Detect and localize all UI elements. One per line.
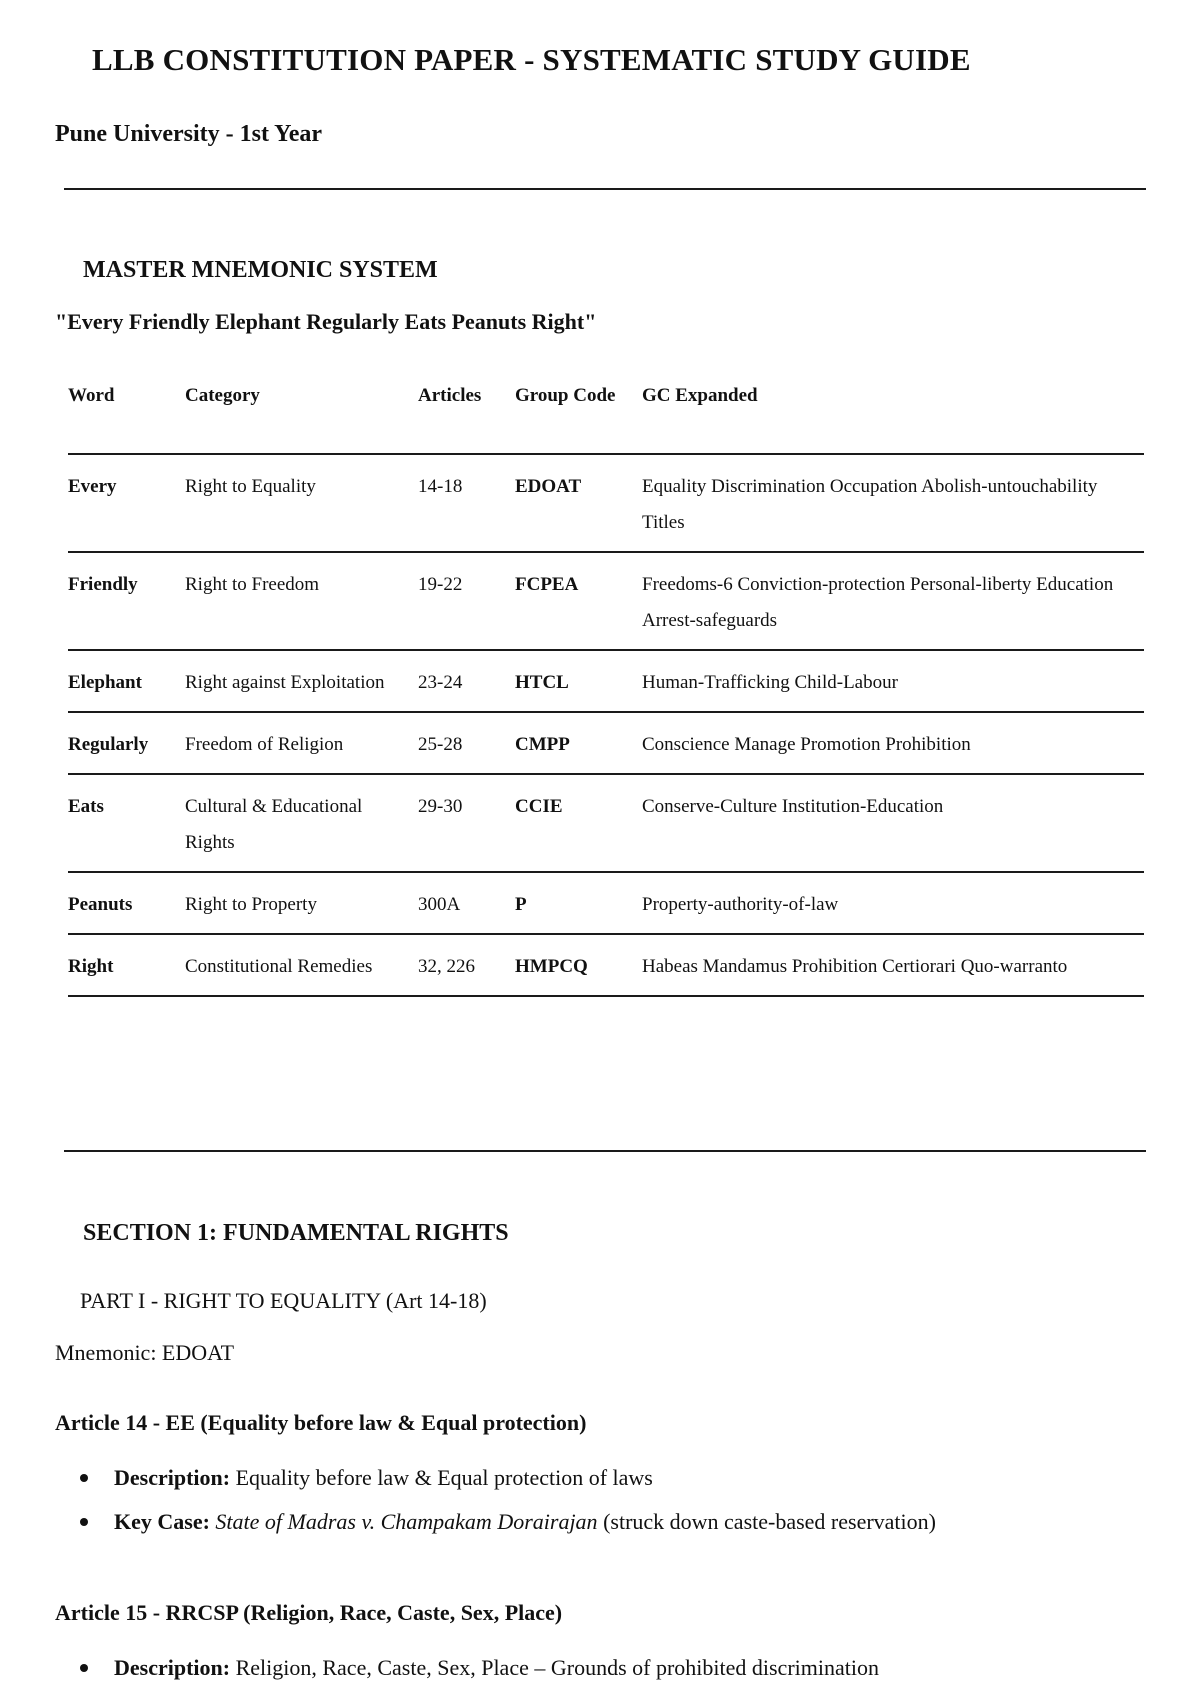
column-header: Category xyxy=(185,368,418,454)
list-item xyxy=(80,1509,936,1535)
column-header: Word xyxy=(68,368,185,454)
key-case-label: Key Case: xyxy=(114,1509,210,1534)
cell-group-code: FCPEA xyxy=(515,552,642,650)
cell-category: Right to Equality xyxy=(185,454,418,552)
cell-articles: 300A xyxy=(418,872,515,934)
mnemonic-tagline: "Every Friendly Elephant Regularly Eats Peanuts Right" xyxy=(55,309,597,334)
list-item xyxy=(80,1465,653,1491)
cell-expanded: Freedoms-6 Conviction-protection Personal-liberty Education Arrest-safeguards xyxy=(642,552,1144,650)
cell-articles: 23-24 xyxy=(418,650,515,712)
cell-group-code: HMPCQ xyxy=(515,934,642,996)
cell-expanded: Equality Discrimination Occupation Abolish-untouchability Titles xyxy=(642,454,1144,552)
key-case-note: (struck down caste-based reservation) xyxy=(597,1509,936,1534)
cell-articles: 32, 226 xyxy=(418,934,515,996)
section-heading: SECTION 1: FUNDAMENTAL RIGHTS xyxy=(83,1220,509,1246)
cell-category: Right to Freedom xyxy=(185,552,418,650)
mnemonic-heading: MASTER MNEMONIC SYSTEM xyxy=(83,257,438,283)
column-header: GC Expanded xyxy=(642,368,1144,454)
part-heading: PART I - RIGHT TO EQUALITY (Art 14-18) xyxy=(80,1288,487,1313)
document-subtitle: Pune University - 1st Year xyxy=(55,121,323,147)
table-row xyxy=(68,934,1144,996)
cell-word: Regularly xyxy=(68,712,185,774)
description-text: Equality before law & Equal protection of laws xyxy=(230,1465,653,1490)
cell-expanded: Habeas Mandamus Prohibition Certiorari Quo-warranto xyxy=(642,934,1144,996)
cell-word: Right xyxy=(68,934,185,996)
cell-expanded: Conscience Manage Promotion Prohibition xyxy=(642,712,1144,774)
cell-articles: 29-30 xyxy=(418,774,515,872)
divider xyxy=(64,1150,1146,1152)
article-15-heading: Article 15 - RRCSP (Religion, Race, Caste, Sex, Place) xyxy=(55,1600,563,1625)
part-mnemonic: Mnemonic: EDOAT xyxy=(55,1340,235,1365)
cell-group-code: P xyxy=(515,872,642,934)
cell-category: Cultural & Educational Rights xyxy=(185,774,418,872)
table-header-row xyxy=(68,368,1144,454)
cell-word: Eats xyxy=(68,774,185,872)
cell-word: Every xyxy=(68,454,185,552)
column-header: Articles xyxy=(418,368,515,454)
table-row xyxy=(68,454,1144,552)
cell-articles: 25-28 xyxy=(418,712,515,774)
cell-category: Constitutional Remedies xyxy=(185,934,418,996)
column-header: Group Code xyxy=(515,368,642,454)
cell-expanded: Property-authority-of-law xyxy=(642,872,1144,934)
article-14-heading: Article 14 - EE (Equality before law & Equal protection) xyxy=(55,1410,587,1435)
description-text: Religion, Race, Caste, Sex, Place – Grounds of prohibited discrimination xyxy=(230,1655,879,1680)
cell-category: Right to Property xyxy=(185,872,418,934)
cell-expanded: Human-Trafficking Child-Labour xyxy=(642,650,1144,712)
bullet-icon xyxy=(80,1664,88,1672)
cell-word: Peanuts xyxy=(68,872,185,934)
table-row xyxy=(68,872,1144,934)
cell-word: Friendly xyxy=(68,552,185,650)
cell-group-code: CMPP xyxy=(515,712,642,774)
cell-group-code: EDOAT xyxy=(515,454,642,552)
table-row xyxy=(68,712,1144,774)
bullet-icon xyxy=(80,1518,88,1526)
cell-articles: 14-18 xyxy=(418,454,515,552)
key-case-name: State of Madras v. Champakam Dorairajan xyxy=(215,1509,598,1534)
cell-expanded: Conserve-Culture Institution-Education xyxy=(642,774,1144,872)
table-row xyxy=(68,774,1144,872)
cell-category: Freedom of Religion xyxy=(185,712,418,774)
list-item xyxy=(80,1655,879,1681)
description-label: Description: xyxy=(114,1465,231,1490)
cell-articles: 19-22 xyxy=(418,552,515,650)
cell-category: Right against Exploitation xyxy=(185,650,418,712)
cell-group-code: CCIE xyxy=(515,774,642,872)
cell-word: Elephant xyxy=(68,650,185,712)
table-row xyxy=(68,650,1144,712)
mnemonic-table xyxy=(68,368,1144,997)
table-row xyxy=(68,552,1144,650)
divider xyxy=(64,188,1146,190)
cell-group-code: HTCL xyxy=(515,650,642,712)
document-title: LLB CONSTITUTION PAPER - SYSTEMATIC STUDY GUIDE xyxy=(92,42,971,77)
bullet-icon xyxy=(80,1474,88,1482)
description-label: Description: xyxy=(114,1655,231,1680)
